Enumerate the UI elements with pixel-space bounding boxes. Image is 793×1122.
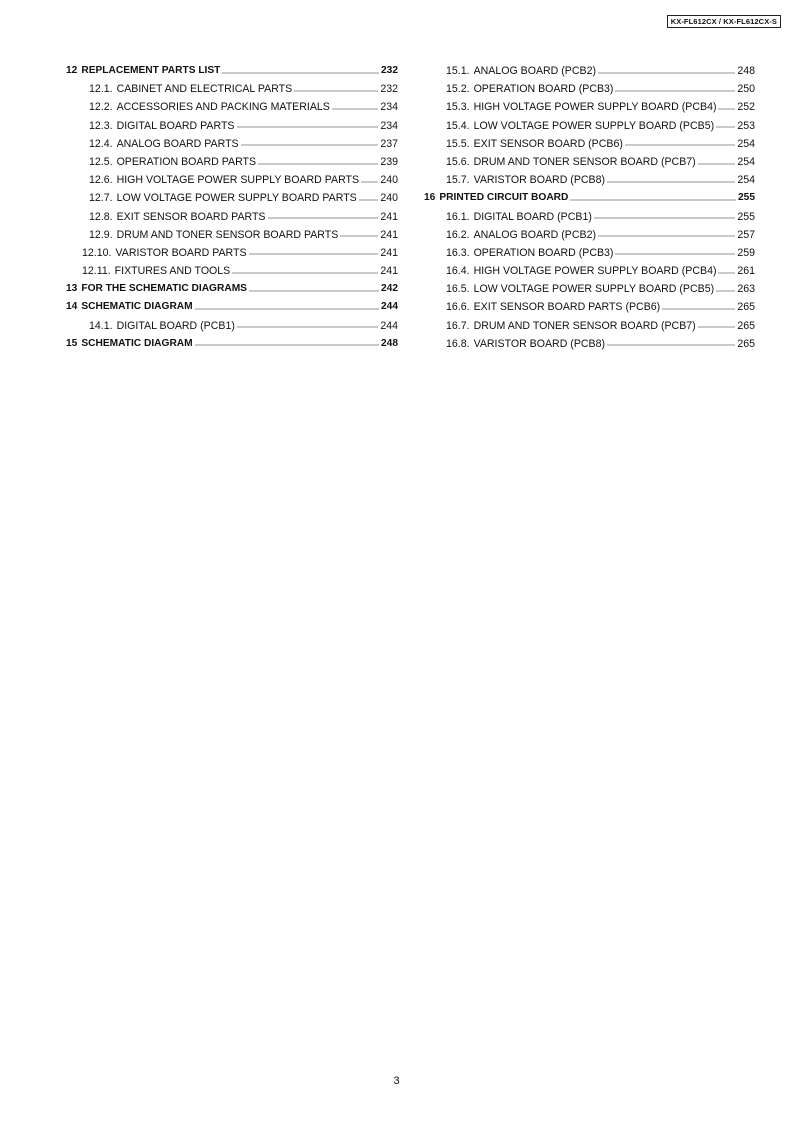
toc-entry-title: REPLACEMENT PARTS LIST — [81, 65, 221, 76]
toc-entry-title: DRUM AND TONER SENSOR BOARD PARTS — [116, 228, 339, 241]
toc-entry-number: 12.10. — [82, 246, 112, 259]
toc-entry-title: ANALOG BOARD (PCB2) — [473, 65, 597, 77]
toc-entry-title: LOW VOLTAGE POWER SUPPLY BOARD (PCB5) — [473, 283, 715, 296]
toc-entry[interactable] — [424, 98, 755, 116]
toc-entry[interactable] — [66, 62, 398, 80]
toc-entry-page: 244 — [380, 319, 398, 332]
toc-entry[interactable] — [66, 280, 398, 298]
toc-entry[interactable] — [66, 189, 398, 207]
toc-entry-number: 14.1. — [89, 319, 113, 332]
toc-entry-title: DRUM AND TONER SENSOR BOARD (PCB7) — [473, 319, 696, 332]
toc-entry-number: 14 — [66, 301, 78, 313]
toc-entry-title: OPERATION BOARD (PCB3) — [473, 83, 614, 96]
toc-entry[interactable] — [66, 117, 398, 135]
toc-entry-title: LOW VOLTAGE POWER SUPPLY BOARD PARTS — [116, 192, 357, 205]
toc-entry-page: 241 — [380, 265, 398, 278]
toc-leader-dots — [698, 326, 736, 328]
model-number-label: KX-FL612CX / KX-FL612CX-S — [667, 15, 781, 28]
toc-entry-number: 12.6. — [89, 174, 113, 187]
toc-entry-number: 12.4. — [89, 137, 113, 150]
toc-entry-title: CABINET AND ELECTRICAL PARTS — [116, 83, 293, 96]
toc-entry-title: HIGH VOLTAGE POWER SUPPLY BOARD (PCB4) — [473, 101, 717, 114]
toc-entry-page: 240 — [380, 174, 398, 187]
toc-leader-dots — [361, 181, 378, 183]
page-number: 3 — [393, 1075, 400, 1087]
toc-column-right — [424, 62, 755, 353]
toc-entry-page: 254 — [737, 137, 755, 150]
toc-entry-page: 242 — [381, 283, 398, 295]
toc-entry-page: 241 — [380, 228, 398, 241]
toc-entry-page: 259 — [737, 246, 755, 259]
toc-leader-dots — [615, 253, 735, 255]
toc-entry-number: 12.5. — [89, 155, 113, 168]
toc-entry[interactable] — [424, 244, 755, 262]
toc-entry[interactable] — [66, 153, 398, 171]
toc-leader-dots — [716, 290, 735, 292]
toc-entry[interactable] — [66, 226, 398, 244]
toc-entry-title: EXIT SENSOR BOARD (PCB6) — [473, 137, 623, 150]
toc-leader-dots — [241, 144, 379, 146]
toc-entry[interactable] — [424, 280, 755, 298]
toc-entry-page: 248 — [737, 65, 755, 77]
toc-leader-dots — [607, 181, 735, 183]
toc-entry-title: DRUM AND TONER SENSOR BOARD (PCB7) — [473, 155, 696, 168]
toc-entry-title: DIGITAL BOARD (PCB1) — [116, 319, 235, 332]
toc-entry-page: 253 — [737, 119, 755, 132]
toc-entry-number: 15.7. — [446, 174, 470, 187]
toc-leader-dots — [662, 308, 735, 310]
toc-leader-dots — [615, 90, 735, 92]
toc-entry[interactable] — [424, 80, 755, 98]
toc-leader-dots — [625, 144, 735, 146]
toc-leader-dots — [718, 108, 735, 110]
toc-entry-page: 265 — [737, 301, 755, 314]
toc-entry-number: 12.2. — [89, 101, 113, 114]
toc-entry-number: 15.5. — [446, 137, 470, 150]
toc-entry-page: 261 — [737, 265, 755, 278]
toc-leader-dots — [237, 126, 379, 128]
toc-entry-number: 15.6. — [446, 155, 470, 168]
toc-leader-dots — [598, 72, 735, 74]
toc-entry-title: PRINTED CIRCUIT BOARD — [439, 192, 569, 204]
toc-entry-title: OPERATION BOARD (PCB3) — [473, 246, 614, 259]
toc-entry-page: 252 — [737, 101, 755, 114]
toc-leader-dots — [222, 72, 379, 74]
toc-entry-number: 15.4. — [446, 119, 470, 132]
toc-entry-page: 265 — [737, 319, 755, 332]
toc-leader-dots — [594, 217, 735, 219]
toc-entry-number: 16.6. — [446, 301, 470, 314]
toc-entry-title: OPERATION BOARD PARTS — [116, 155, 257, 168]
toc-entry-number: 16.2. — [446, 228, 470, 241]
toc-leader-dots — [716, 126, 735, 128]
toc-leader-dots — [340, 235, 378, 237]
toc-entry[interactable] — [424, 153, 755, 171]
toc-entry-title: EXIT SENSOR BOARD PARTS — [116, 210, 266, 223]
toc-entry-number: 16.8. — [446, 337, 470, 350]
toc-entry[interactable] — [424, 317, 755, 335]
toc-entry-title: ANALOG BOARD (PCB2) — [473, 228, 597, 241]
toc-leader-dots — [195, 344, 379, 346]
toc-entry[interactable] — [424, 335, 755, 353]
toc-entry-page: 254 — [737, 155, 755, 168]
toc-entry-title: VARISTOR BOARD (PCB8) — [473, 174, 606, 187]
toc-entry-title: SCHEMATIC DIAGRAM — [81, 337, 193, 349]
toc-entry-page: 263 — [737, 283, 755, 296]
toc-leader-dots — [698, 163, 736, 165]
toc-entry-page: 232 — [381, 65, 398, 76]
toc-entry[interactable] — [66, 135, 398, 153]
toc-leader-dots — [249, 290, 379, 292]
toc-entry[interactable] — [424, 208, 755, 226]
toc-entry-number: 12 — [66, 65, 78, 76]
toc-entry-title: DIGITAL BOARD (PCB1) — [473, 210, 592, 223]
toc-entry[interactable] — [66, 244, 398, 262]
toc-leader-dots — [607, 344, 735, 346]
toc-leader-dots — [258, 163, 378, 165]
toc-entry-number: 12.7. — [89, 192, 113, 205]
toc-column-left — [66, 62, 398, 353]
toc-entry[interactable] — [424, 226, 755, 244]
toc-entry-number: 12.11. — [82, 265, 111, 278]
toc-leader-dots — [598, 235, 735, 237]
toc-entry-title: VARISTOR BOARD PARTS — [115, 246, 247, 259]
toc-entry[interactable] — [66, 317, 398, 335]
toc-entry[interactable] — [66, 171, 398, 189]
toc-entry-title: DIGITAL BOARD PARTS — [116, 119, 235, 132]
toc-leader-dots — [570, 199, 736, 201]
toc-entry-page: 244 — [381, 301, 398, 313]
toc-entry[interactable] — [424, 298, 755, 316]
toc-leader-dots — [294, 90, 378, 92]
toc-entry-number: 16.7. — [446, 319, 470, 332]
toc-entry[interactable] — [66, 262, 398, 280]
toc-leader-dots — [237, 326, 378, 328]
toc-leader-dots — [268, 217, 379, 219]
toc-entry-page: 234 — [380, 101, 398, 114]
toc-entry-page: 255 — [738, 192, 755, 204]
toc-leader-dots — [718, 272, 735, 274]
toc-entry-title: ACCESSORIES AND PACKING MATERIALS — [116, 101, 330, 114]
toc-entry-page: 254 — [737, 174, 755, 187]
toc-entry-page: 255 — [737, 210, 755, 223]
toc-entry[interactable] — [424, 171, 755, 189]
toc-entry-page: 232 — [380, 83, 398, 96]
toc-leader-dots — [249, 253, 379, 255]
toc-entry-number: 12.8. — [89, 210, 113, 223]
toc-entry-number: 16.4. — [446, 265, 470, 278]
toc-entry-page: 248 — [381, 337, 398, 349]
toc-entry-number: 16.5. — [446, 283, 470, 296]
toc-entry-title: SCHEMATIC DIAGRAM — [81, 301, 193, 313]
toc-entry-title: VARISTOR BOARD (PCB8) — [473, 337, 606, 350]
toc-entry[interactable] — [66, 335, 398, 353]
toc-entry-page: 241 — [380, 210, 398, 223]
toc-entry-page: 237 — [380, 137, 398, 150]
toc-entry-title: EXIT SENSOR BOARD PARTS (PCB6) — [473, 301, 661, 314]
toc-entry-title: LOW VOLTAGE POWER SUPPLY BOARD (PCB5) — [473, 119, 715, 132]
toc-leader-dots — [332, 108, 378, 110]
toc-entry[interactable] — [424, 262, 755, 280]
toc-leader-dots — [232, 272, 378, 274]
toc-entry-number: 12.9. — [89, 228, 113, 241]
toc-entry[interactable] — [424, 135, 755, 153]
toc-entry[interactable] — [66, 208, 398, 226]
toc-entry-title: HIGH VOLTAGE POWER SUPPLY BOARD PARTS — [116, 174, 360, 187]
toc-entry-page: 234 — [380, 119, 398, 132]
toc-entry-number: 15.1. — [446, 65, 470, 77]
toc-entry-number: 12.1. — [89, 83, 113, 96]
toc-leader-dots — [359, 199, 379, 201]
toc-entry[interactable] — [424, 189, 755, 207]
toc-entry-number: 15.3. — [446, 101, 470, 114]
toc-entry-number: 15 — [66, 337, 78, 349]
toc-entry[interactable] — [66, 298, 398, 316]
toc-entry[interactable] — [424, 62, 755, 80]
toc-entry-page: 250 — [737, 83, 755, 96]
toc-entry-number: 16 — [424, 192, 436, 204]
toc-entry-number: 15.2. — [446, 83, 470, 96]
toc-entry[interactable] — [424, 117, 755, 135]
toc-entry-number: 12.3. — [89, 119, 113, 132]
toc-entry-title: HIGH VOLTAGE POWER SUPPLY BOARD (PCB4) — [473, 265, 717, 278]
toc-entry-number: 16.1. — [446, 210, 470, 223]
toc-entry-page: 239 — [380, 155, 398, 168]
toc-entry-page: 241 — [380, 246, 398, 259]
toc-entry[interactable] — [66, 98, 398, 116]
toc-entry-page: 257 — [737, 228, 755, 241]
toc-entry-number: 13 — [66, 283, 78, 295]
toc-entry-page: 240 — [380, 192, 398, 205]
toc-entry-title: FOR THE SCHEMATIC DIAGRAMS — [81, 283, 247, 295]
toc-entry-title: ANALOG BOARD PARTS — [116, 137, 239, 150]
toc-entry[interactable] — [66, 80, 398, 98]
toc-entry-number: 16.3. — [446, 246, 470, 259]
toc-entry-page: 265 — [737, 337, 755, 350]
toc-leader-dots — [195, 308, 379, 310]
toc-entry-title: FIXTURES AND TOOLS — [114, 265, 231, 278]
